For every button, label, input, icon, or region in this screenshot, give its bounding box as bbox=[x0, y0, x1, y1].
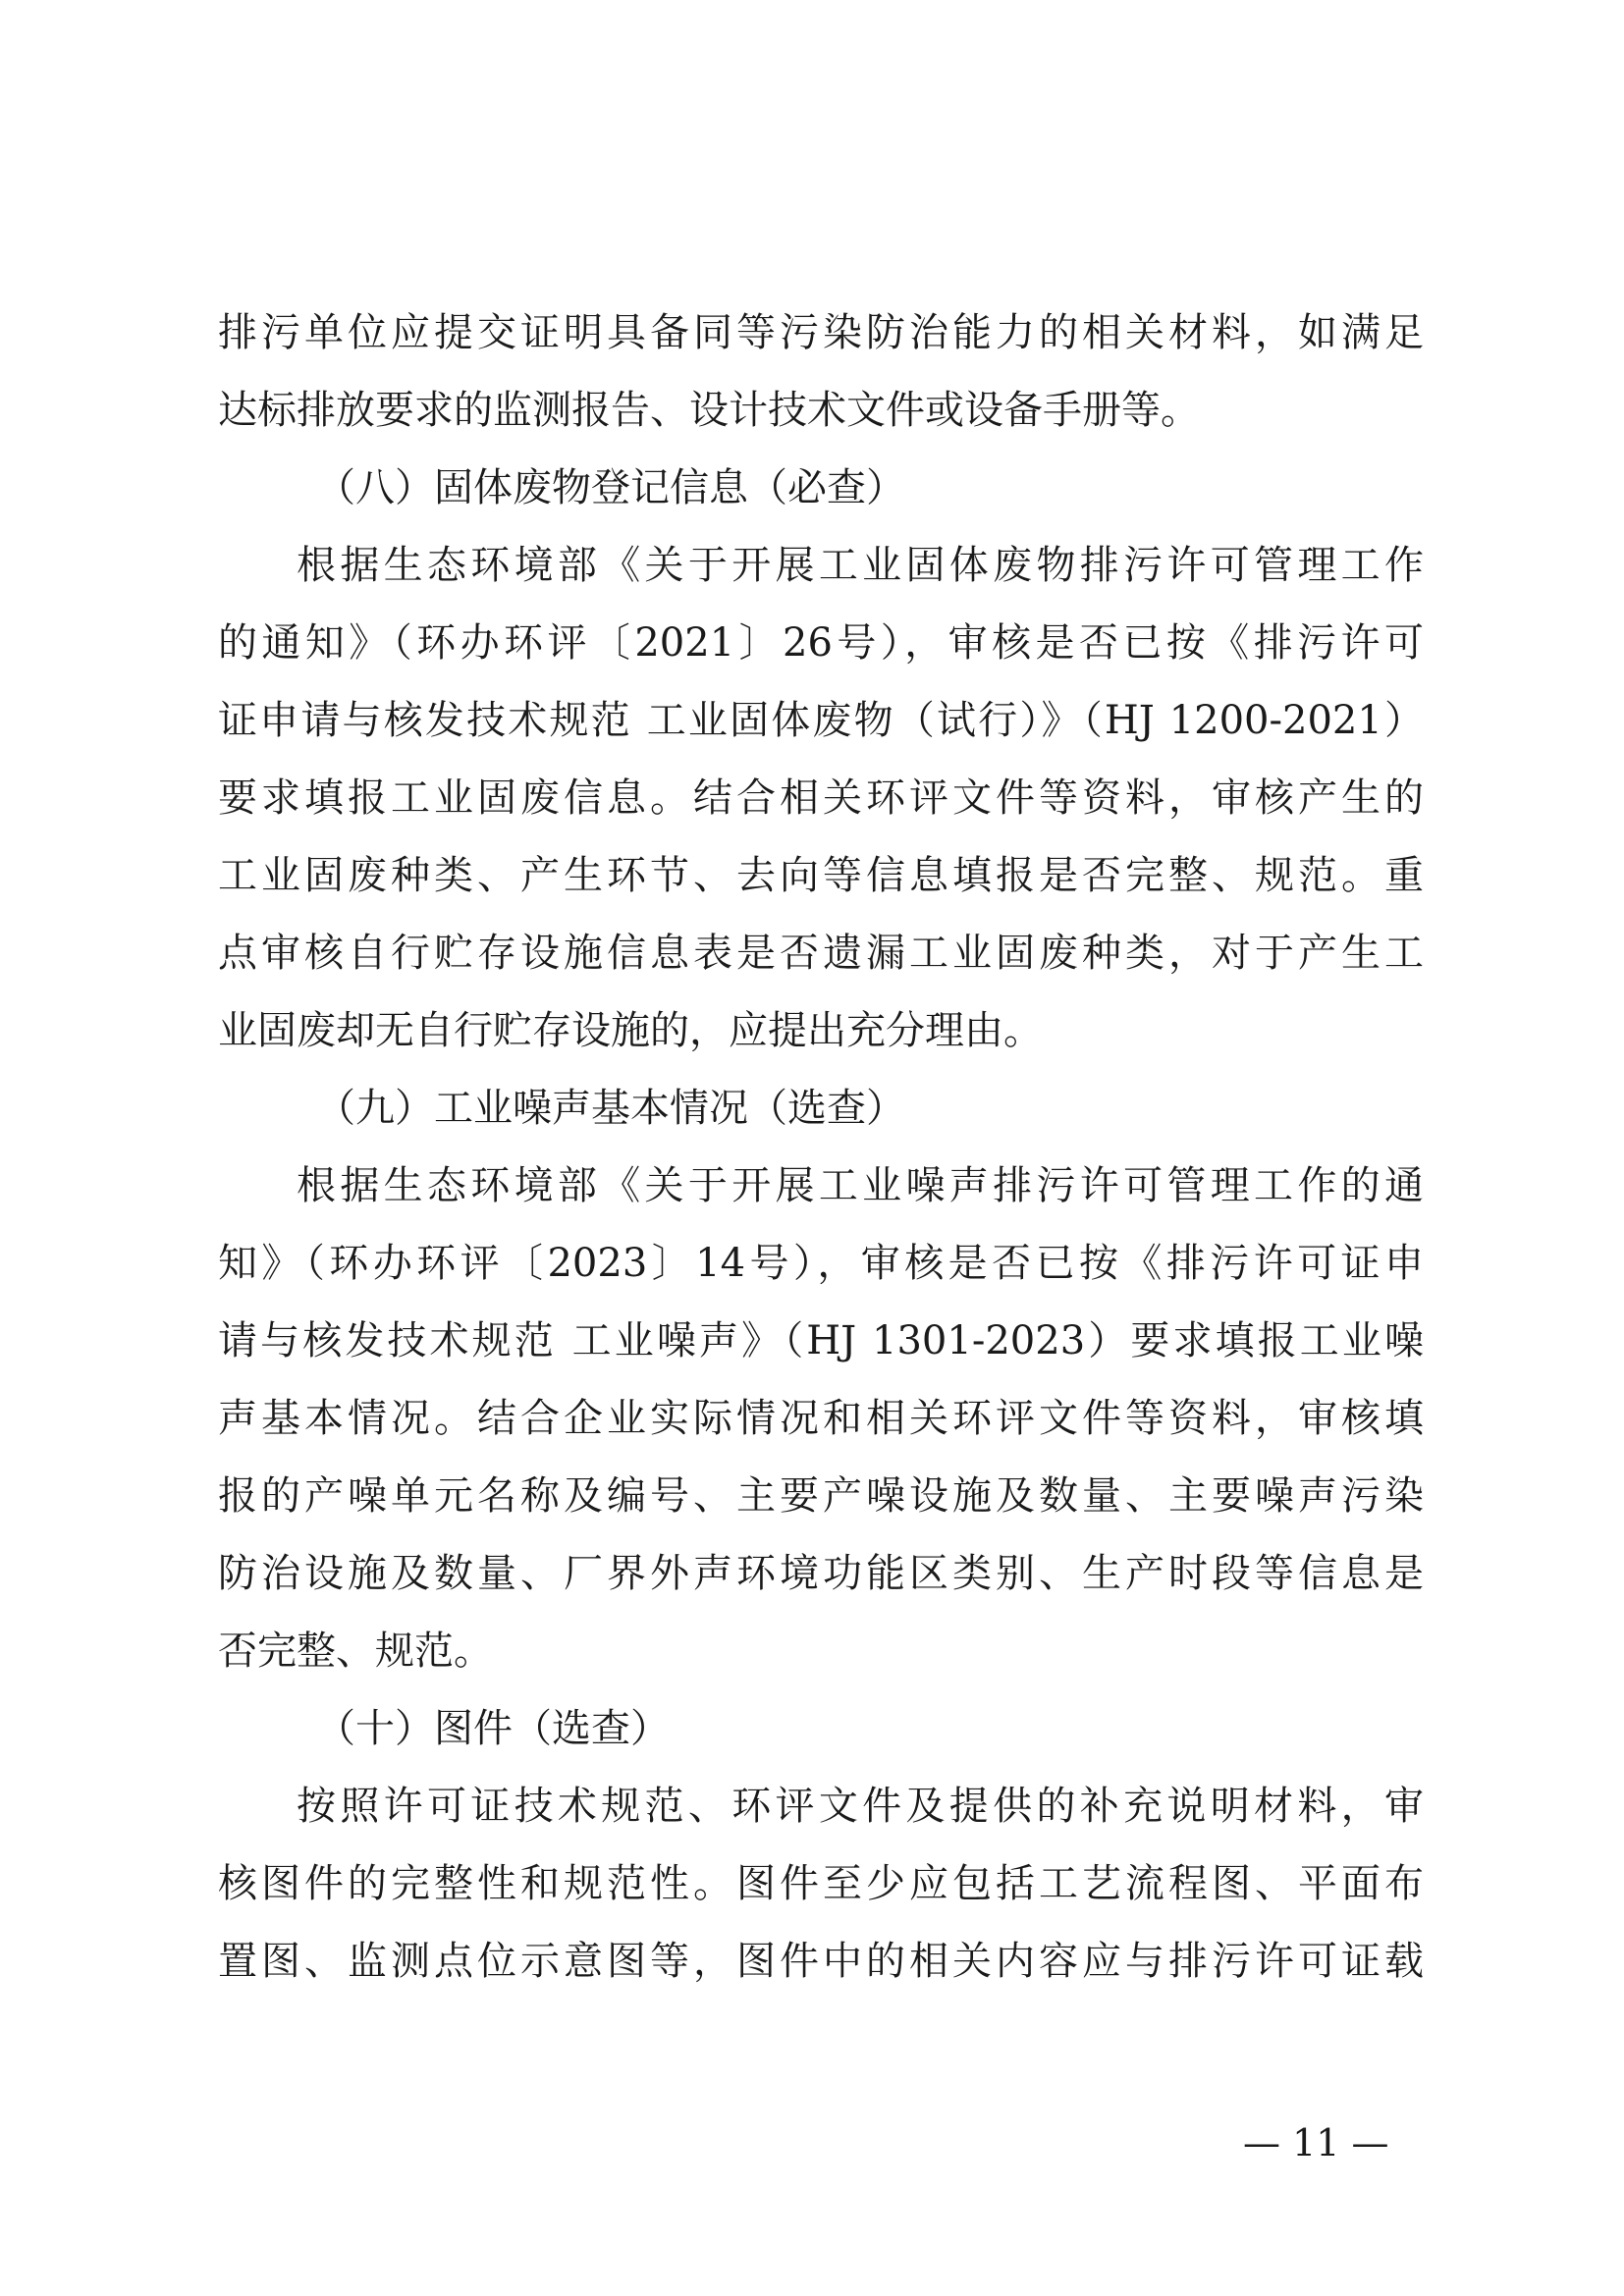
paragraph-line: 报的产噪单元名称及编号、主要产噪设施及数量、主要噪声污染 bbox=[218, 1473, 1424, 1519]
paragraph-line: 防治设施及数量、厂界外声环境功能区类别、生产时段等信息是 bbox=[218, 1551, 1424, 1596]
paragraph-line: 根据生态环境部《关于开展工业固体废物排污许可管理工作 bbox=[297, 543, 1424, 588]
paragraph-line: 的通知》（环办环评〔2021〕26号），审核是否已按《排污许可 bbox=[218, 620, 1424, 666]
paragraph-line: 按照许可证技术规范、环评文件及提供的补充说明材料，审 bbox=[297, 1784, 1424, 1829]
paragraph-line: 点审核自行贮存设施信息表是否遗漏工业固废种类，对于产生工 bbox=[218, 931, 1424, 976]
page-number: — 11 — bbox=[1243, 2121, 1389, 2164]
paragraph-line: 请与核发技术规范 工业噪声》（HJ 1301-2023）要求填报工业噪 bbox=[218, 1318, 1424, 1363]
section-heading: （十）图件（选查） bbox=[316, 1706, 670, 1751]
section-heading: （九）工业噪声基本情况（选查） bbox=[316, 1086, 905, 1131]
paragraph-line: 达标排放要求的监测报告、设计技术文件或设备手册等。 bbox=[218, 388, 1200, 433]
paragraph-line: 知》（环办环评〔2023〕14号），审核是否已按《排污许可证申 bbox=[218, 1241, 1424, 1286]
paragraph-line: 要求填报工业固废信息。结合相关环评文件等资料，审核产生的 bbox=[218, 775, 1424, 821]
paragraph-line: 业固废却无自行贮存设施的，应提出充分理由。 bbox=[218, 1008, 1043, 1053]
paragraph-line: 核图件的完整性和规范性。图件至少应包括工艺流程图、平面布 bbox=[218, 1861, 1424, 1906]
paragraph-line: 工业固废种类、产生环节、去向等信息填报是否完整、规范。重 bbox=[218, 853, 1424, 898]
document-body bbox=[218, 294, 1424, 2001]
section-heading: （八）固体废物登记信息（必查） bbox=[316, 465, 905, 510]
paragraph-line: 否完整、规范。 bbox=[218, 1629, 493, 1674]
paragraph-line: 证申请与核发技术规范 工业固体废物（试行）》（HJ 1200-2021） bbox=[218, 698, 1424, 743]
paragraph-line: 排污单位应提交证明具备同等污染防治能力的相关材料，如满足 bbox=[218, 310, 1424, 355]
paragraph-line: 根据生态环境部《关于开展工业噪声排污许可管理工作的通 bbox=[297, 1163, 1424, 1208]
paragraph-line: 声基本情况。结合企业实际情况和相关环评文件等资料，审核填 bbox=[218, 1396, 1424, 1441]
paragraph-line: 置图、监测点位示意图等，图件中的相关内容应与排污许可证载 bbox=[218, 1939, 1424, 1984]
